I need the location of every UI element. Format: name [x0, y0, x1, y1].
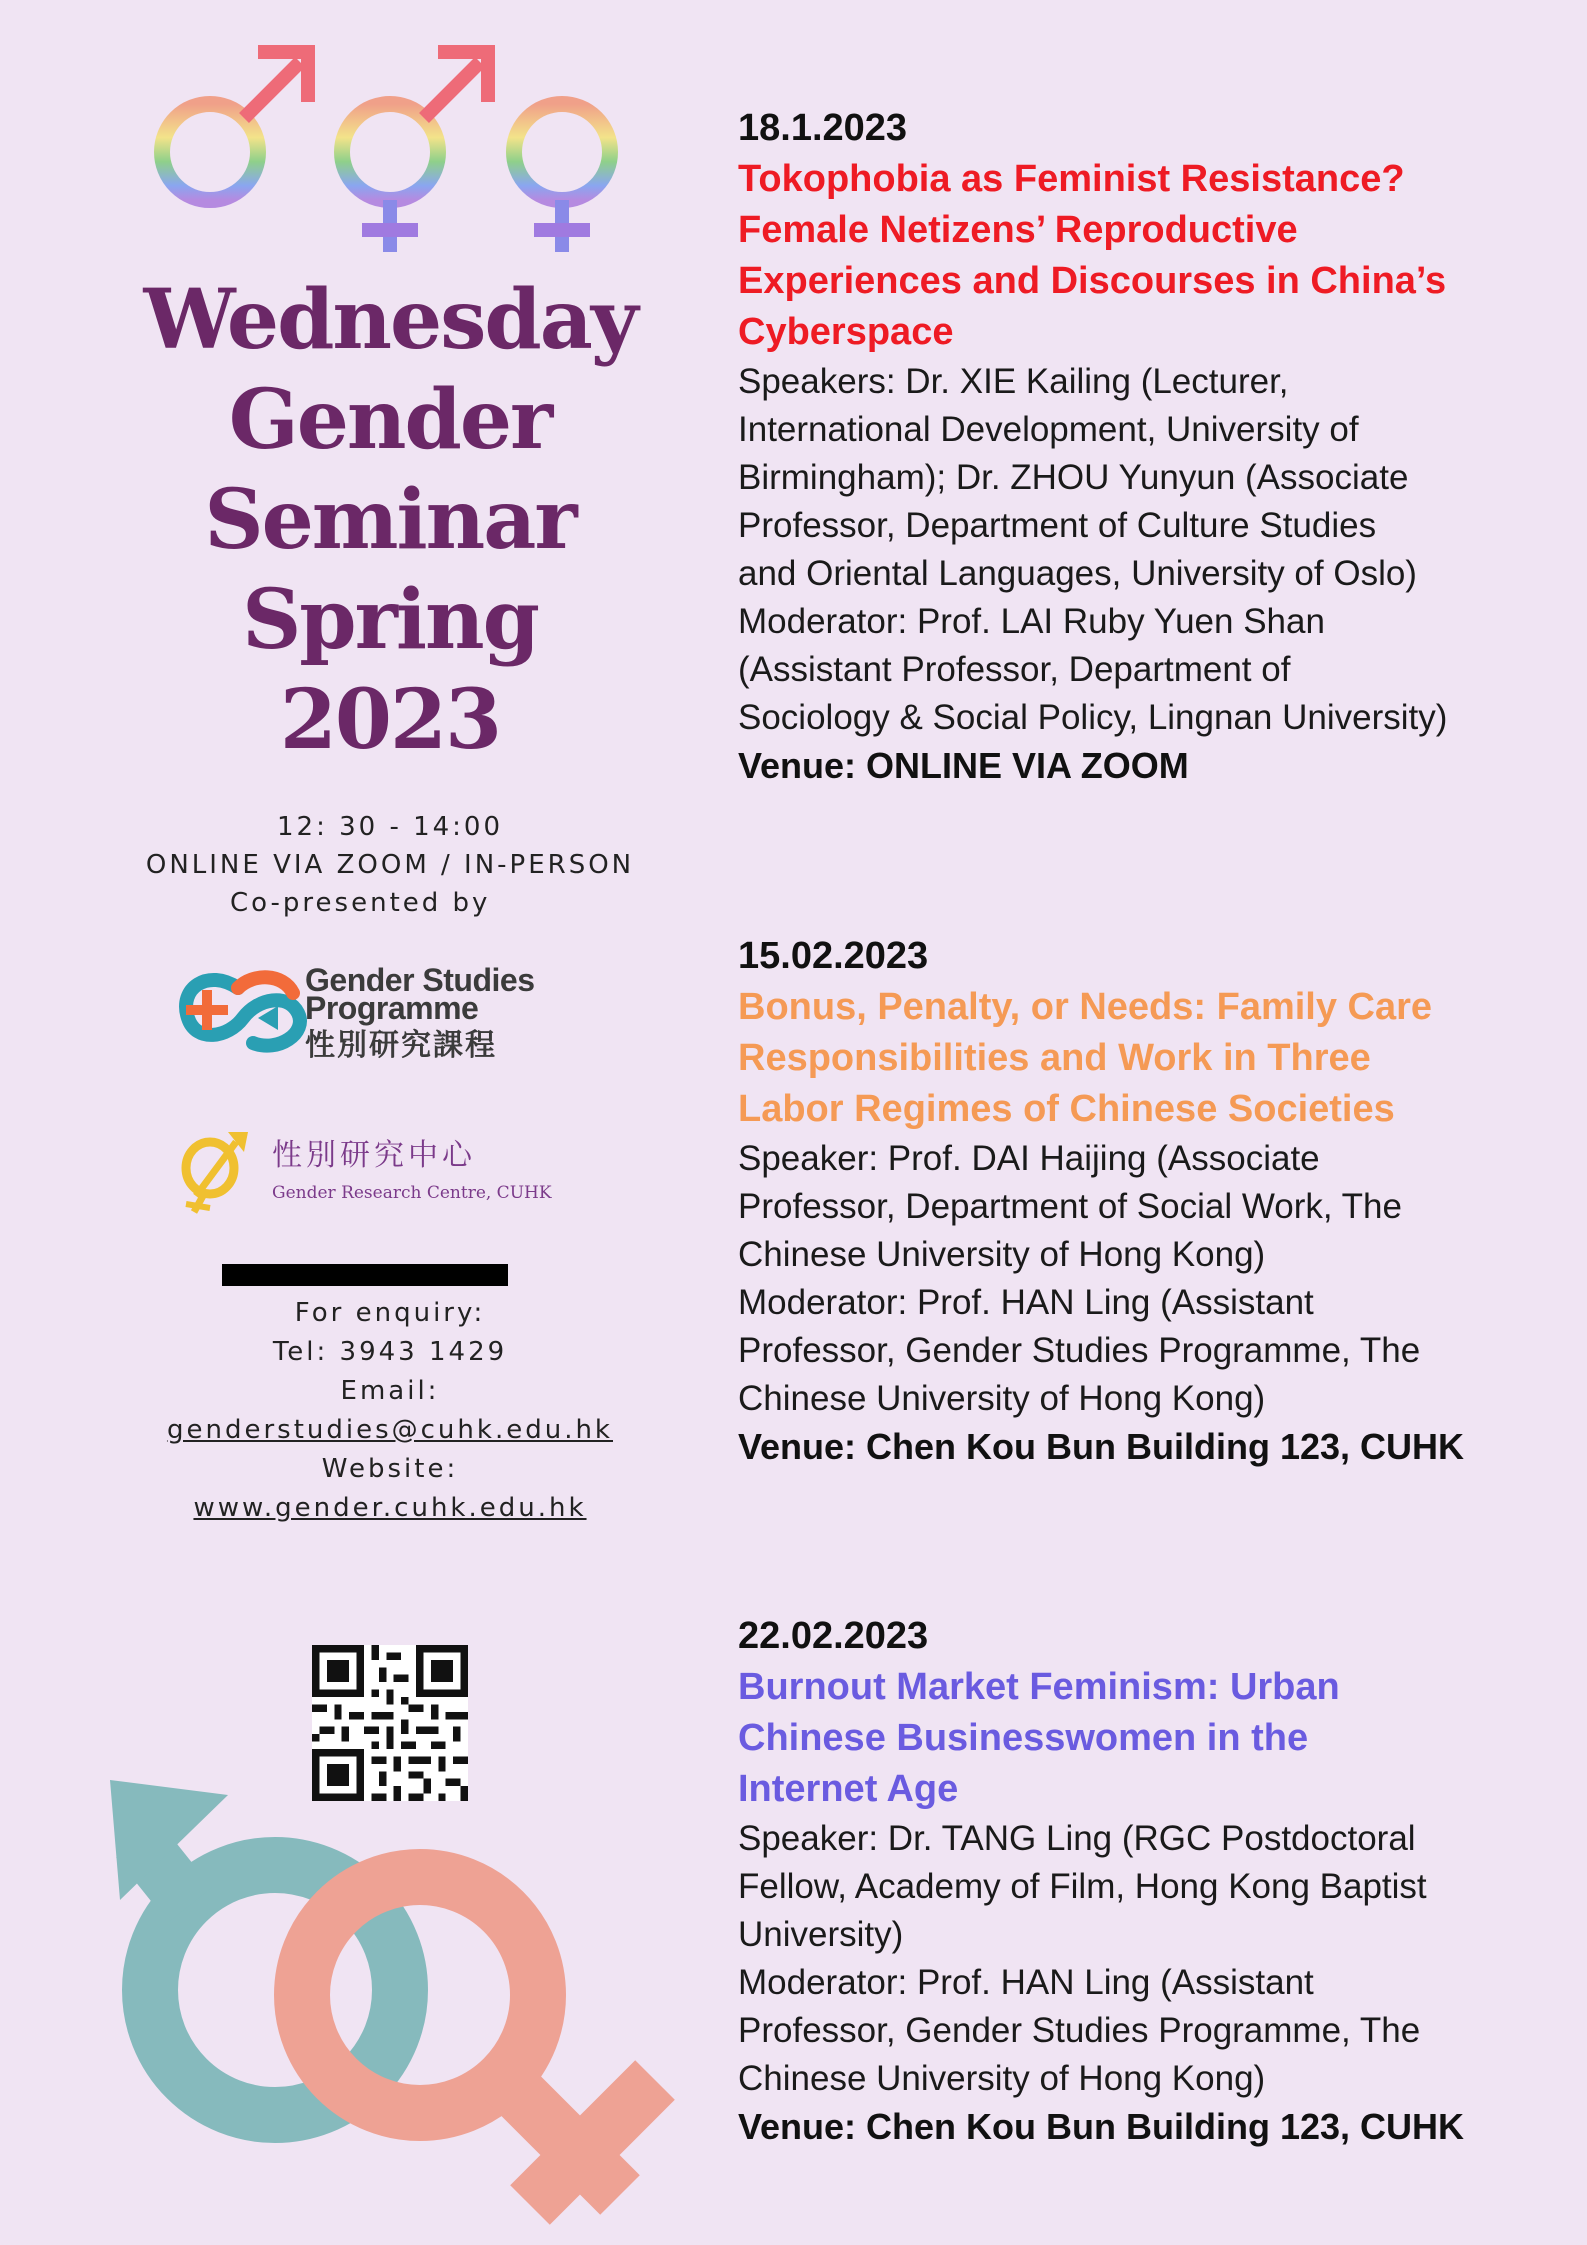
event-detail-line: Speakers: Dr. XIE Kailing (Lecturer, [738, 362, 1289, 401]
gsp-name-en-line1: Gender Studies [305, 962, 535, 998]
gsp-name-zh: 性別研究課程 [305, 1029, 497, 1062]
title-line-1: Wednesday [143, 272, 637, 368]
website-link[interactable]: www.gender.cuhk.edu.hk [193, 1493, 587, 1523]
event-detail-line: Professor, Gender Studies Programme, The [738, 2011, 1421, 2050]
event-detail-line: (Assistant Professor, Department of [738, 650, 1291, 689]
event-title-line: Bonus, Penalty, or Needs: Family Care [738, 986, 1433, 1028]
contact-block [100, 1294, 680, 1528]
event-details [738, 1815, 1558, 2103]
event-venue: Venue: Chen Kou Bun Building 123, CUHK [738, 2106, 1465, 2147]
event-title [738, 982, 1558, 1135]
event-detail-line: International Development, University of [738, 410, 1359, 449]
gsp-name-en-line2: Programme [305, 990, 479, 1026]
event-detail-line: Professor, Gender Studies Programme, The [738, 1331, 1421, 1370]
event-title-line: Labor Regimes of Chinese Societies [738, 1088, 1395, 1130]
female-symbol-icon [514, 104, 610, 252]
event-detail-line: Speaker: Dr. TANG Ling (RGC Postdoctoral [738, 1819, 1416, 1858]
event-card [738, 930, 1558, 1471]
event-detail-line: Professor, Department of Culture Studies [738, 506, 1377, 545]
event-detail-line: Professor, Department of Social Work, The [738, 1187, 1402, 1226]
event-details [738, 1135, 1558, 1423]
event-detail-line: Chinese University of Hong Kong) [738, 1235, 1266, 1274]
contact-tel: Tel: 3943 1429 [272, 1337, 508, 1367]
event-card [738, 1610, 1558, 2151]
event-title-line: Cyberspace [738, 311, 954, 353]
event-detail-line: and Oriental Languages, University of Oslo) [738, 554, 1417, 593]
seminar-mode: ONLINE VIA ZOOM / IN-PERSON [145, 850, 635, 880]
event-detail-line: Fellow, Academy of Film, Hong Kong Baptist [738, 1867, 1427, 1906]
event-detail-line: Moderator: Prof. HAN Ling (Assistant [738, 1963, 1314, 2002]
grc-name-zh: 性別研究中心 [272, 1138, 476, 1173]
event-date: 22.02.2023 [738, 1615, 929, 1657]
event-title-line: Female Netizens’ Reproductive [738, 209, 1298, 251]
seminar-meta [100, 808, 680, 884]
event-venue: Venue: ONLINE VIA ZOOM [738, 745, 1189, 786]
event-detail-line: Chinese University of Hong Kong) [738, 2059, 1266, 2098]
male-symbol-icon [162, 52, 308, 200]
redaction-bar [222, 1264, 508, 1286]
title-line-3: Seminar [204, 472, 576, 568]
title-line-4: Spring [242, 572, 538, 668]
gsp-name-en [305, 962, 535, 1026]
male-female-interlocked-icon [110, 1780, 700, 2240]
email-label: Email: [340, 1376, 440, 1406]
email-link[interactable]: genderstudies@cuhk.edu.hk [166, 1415, 613, 1445]
event-title [738, 1662, 1558, 1815]
website-label: Website: [321, 1454, 459, 1484]
event-title-line: Internet Age [738, 1768, 959, 1810]
event-title-line: Tokophobia as Feminist Resistance? [738, 158, 1405, 200]
gsp-logo-text [305, 962, 535, 1066]
event-detail-line: Birmingham); Dr. ZHOU Yunyun (Associate [738, 458, 1409, 497]
event-detail-line: Moderator: Prof. HAN Ling (Assistant [738, 1283, 1314, 1322]
event-title-line: Experiences and Discourses in China’s [738, 260, 1447, 302]
male-female-symbol-icon [342, 52, 488, 252]
event-details [738, 358, 1558, 742]
event-venue: Venue: Chen Kou Bun Building 123, CUHK [738, 1426, 1465, 1467]
rainbow-gender-symbols [150, 40, 630, 260]
seminar-time: 12: 30 - 14:00 [276, 812, 504, 842]
event-detail-line: Sociology & Social Policy, Lingnan University) [738, 698, 1448, 737]
event-detail-line: Speaker: Prof. DAI Haijing (Associate [738, 1139, 1320, 1178]
event-title [738, 154, 1558, 358]
poster-title [100, 270, 680, 770]
qr-code[interactable] [312, 1645, 468, 1801]
title-line-5: 2023 [279, 672, 501, 768]
event-date: 15.02.2023 [738, 935, 929, 977]
event-title-line: Responsibilities and Work in Three [738, 1037, 1371, 1079]
salmon-female-symbol [302, 1877, 655, 2205]
event-detail-line: Chinese University of Hong Kong) [738, 1379, 1266, 1418]
grc-name-en: Gender Research Centre, CUHK [272, 1183, 552, 1203]
grc-logo-text [272, 1136, 552, 1206]
gender-research-centre-logo [176, 1126, 256, 1216]
event-detail-line: University) [738, 1915, 904, 1954]
enquiry-label: For enquiry: [294, 1298, 486, 1328]
event-card [738, 102, 1558, 790]
event-date: 18.1.2023 [738, 107, 908, 149]
event-detail-line: Moderator: Prof. LAI Ruby Yuen Shan [738, 602, 1325, 641]
left-column [0, 0, 740, 2245]
title-line-2: Gender [228, 372, 552, 468]
event-title-line: Chinese Businesswomen in the [738, 1717, 1309, 1759]
copresented-label: Co-presented by [230, 888, 491, 918]
event-title-line: Burnout Market Feminism: Urban [738, 1666, 1340, 1708]
